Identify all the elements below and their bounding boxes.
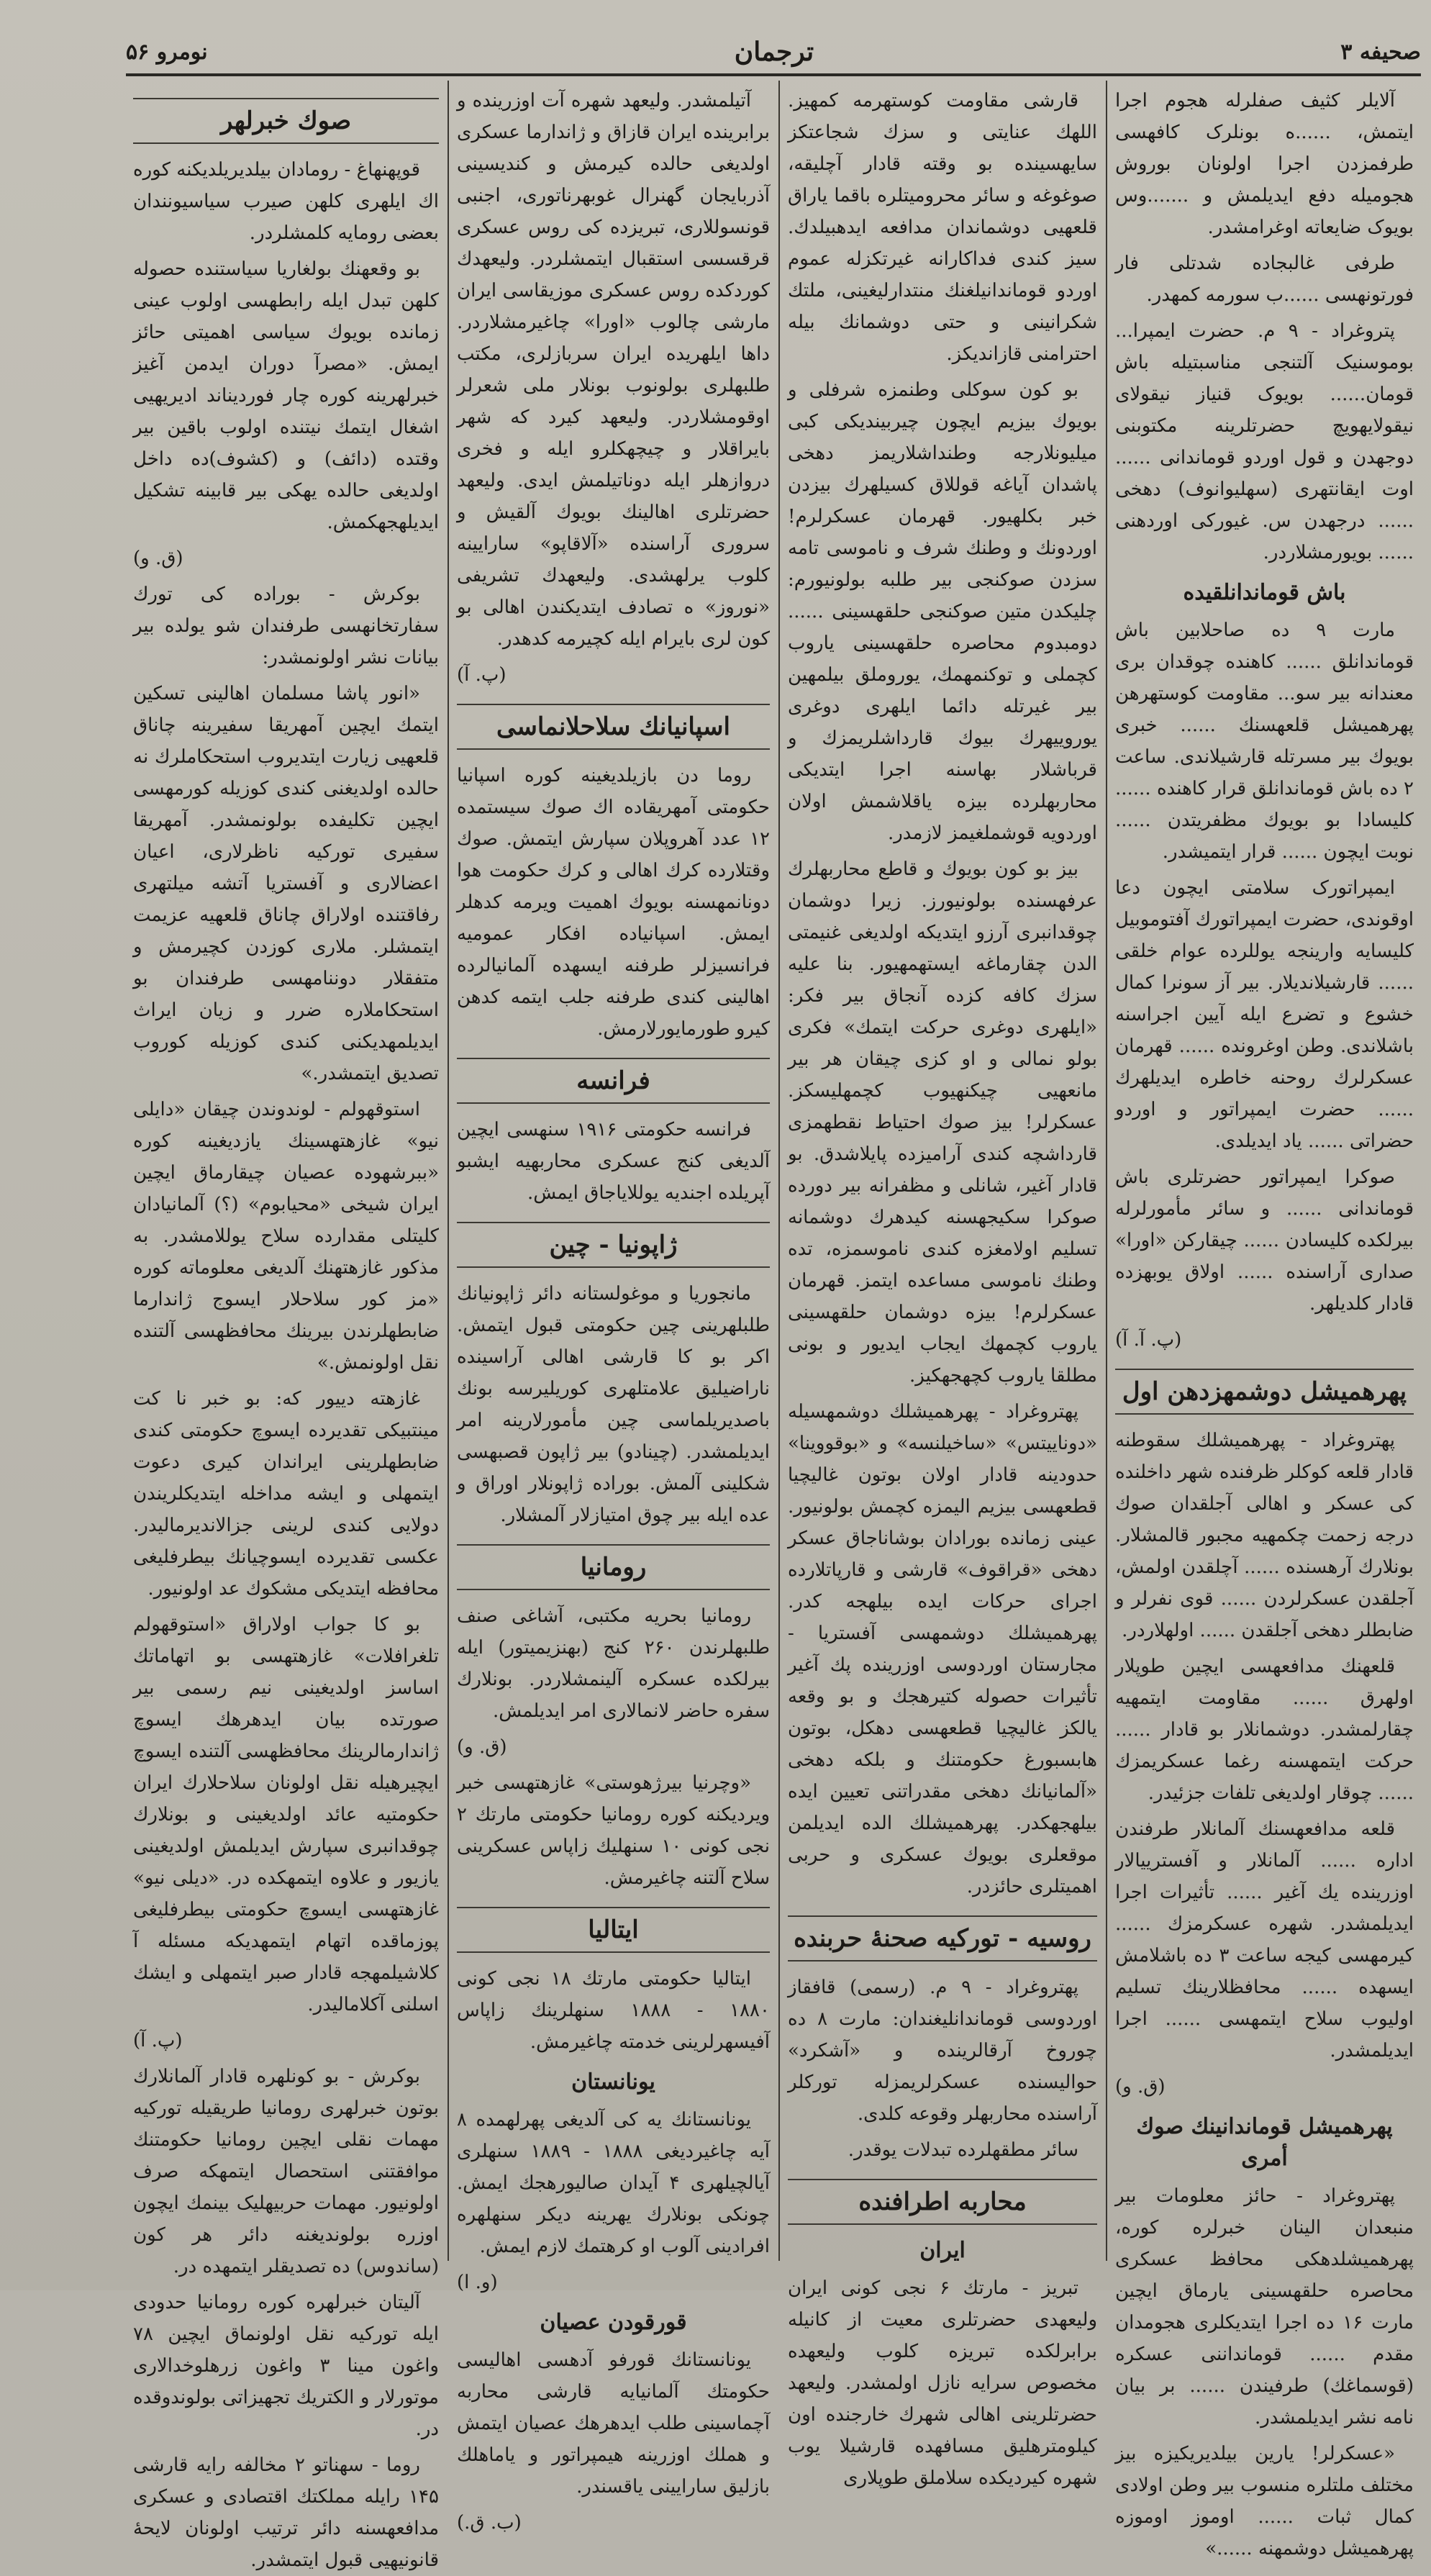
source-signature: (ق. و) [133,548,183,569]
subheading: یونانستان [571,2069,655,2095]
subheading: قورقودن عصیان [540,2310,687,2335]
article-paragraph: پهتروغراد - پهرهمیشلك سقوطنه قادار قلعه کوکلر ظرفنده شهر داخلنده کی عسکر و اهالی آجلقدان صوك درجه زحمت چکمهیه مجبور قالمشلار. بونلارك آرهسنده ...... آچلقدن اولمش، آجلقدن عسکرلردن ...... قوی نفرلر و ضابطلر دهخی آجلقدن ...... اولهلاردر. [1115,1430,1414,1641]
article-paragraph: بوکرش - بوراده کی تورك سفارتخانهسی طرفندان شو یولده بیر بیانات نشر اولونمشدر: [133,584,439,668]
section-heading: پهرهمیشل دوشمهزدهن اول [1115,1369,1414,1415]
article-paragraph: «انور پاشا مسلمان اهالینی تسکین ایتمك ایچین آمهریقا سفیرینه چاناق قلعهیی زیارت ایتدیروب استحکاملرك نه حالده اولدیغنی کندی کوزیله کورمهسی ایچین تکلیفده بولونمشدر. آمهریقا سفیری تورکیه ناظرلاری، اعیان اعضالاری و آفستریا آتشه میلتهری رفاقتنده اولاراق چاناق قلعهیه عزیمت ایتمشلر. ملاری کوزدن کچیرمش و متفقلار دوننامهسی طرفندان بو استحکاملاره ضرر و زیان ایراث ایدیلمهدیکنی کندی کوزیله کوروب تصدیق ایتمشدر.» [133,683,439,1084]
article-paragraph: روما دن بازیلدیغینه کوره اسپانیا حکومتی آمهریقاده اك صوك سیستمده ۱۲ عدد آهروپلان سپارش ایتمش. صوك وقتلارده کرك اهالی و کرك حکومت هوا دونانمهسنه بویوك اهمیت ویرمه کدهلر ایمش. اسپانیاده افکار عمومیه فرانسیزلر طرفنه ایسهده آلمانیالرده اهالینی کندی طرفنه جلب ایتمه کدهن کیرو طورمایورلارمش. [457,765,770,1040]
column-1 [1108,81,1421,2559]
article-paragraph: قلعهنك مدافعهسی ایچین طوپلار اولهرق ...... مقاومت ایتمهیه چقارلمشدر. دوشمانلار بو قادار ...... حرکت ایتمهسنه رغما عسکریمزك ...... چوقار اولدیغی تلفات جزئیدر. [1115,1656,1414,1804]
issue-number: نومرو ۵۶ [126,39,208,65]
article-paragraph: آتیلمشدر. ولیعهد شهره آت اوزرینده و برابرینده ایران قازاق و ژاندارما عسکری اولدیغی حالده کیرمش و کندیسینی آذربایجان گهنرال غوبهرناتوری، اجنبی قونسوللاری، تبریزده کی روس عسکری قرقسسی استقبال ایتمشلردر. ولیعهدك کوردکده روس عسکری موزیقاسی ایران مارشی چالوب «اورا» چاغیرمشلاردر. داها ایلهریده ایران سربازلری، مکتب طلبهلری بولونوب بونلار ملی شعرلر اوقومشلاردر. ولیعهد کیرد که شهر بایراقلار و چیچهکلرو ایله و فخری دروازهلر ایله دوناتیلمش ایدی. ولیعهد حضرتلری اهالینك بویوك آلقیش و سروری آراسنده «آلاقاپو» سارایینه کلوب یرلهشدی. ولیعهدك تشریفی «نوروز» ه تصادف ایتدیکندن اهالی بو کون لری بایرام ایله کچیرمه کدهدر. [457,90,770,650]
column-4 [126,81,446,2571]
column-3 [450,81,777,2534]
article-paragraph: «وچرنیا بیرژهوستی» غازهتهسی خبر ویردیکنه کوره رومانیا حکومتی مارتك ۲ نجی کونی ۱۰ سنهلیك زاپاس عسکرینی سلاح آلتنه چاغیرمش. [457,1772,771,1889]
article-paragraph: قارشی مقاومت کوستهرمه کمهیز. اللهك عنایتی و سزك شجاعتکز سایهسینده بو وقته قادار آچلیقه، صوغوغه و سائر محرومیتلره باقما یاراق قلعهیی دوشماندان مدافعه ایدهبیلدك. سیز کندی فداکارانه غیرتکزله عموم اوردو قوماندانیلغنك منتدارلیغینی، ملتك شکرانینی و حتی دوشمانك بیله احترامنی قازاندیکز. [788,90,1097,365]
article-paragraph: قوپهنهاغ - رومادان بیلدیریلدیکنه کوره اك ایلهری کلهن صیرب سیاسیونندان بعضی رومایه کلمشلردر. [133,159,439,244]
article-paragraph: غازهته دییور که: بو خبر نا کت مینتبیکی تقدیرده ایسوچ حکومتی کندی ضابطهلرینی ایراندان کیری دعوت ایتمهلی و ایشه مداخله ایتدیکلریندن دولایی کندی لرینی جزالاندیرمالیدر. عکسی تقدیرده ایسوچیانك بیطرفلیغی محافظه ایتدیکی مشکوك عد اولونیور. [133,1388,439,1600]
article-paragraph: یونانستانك یه کی آلدیغی پهرلهمده ۸ آیه چاغیردیغی ۱۸۸۸ - ۱۸۸۹ سنهلری آیالچیلهری ۴ آیدان صالیورهجك ایمش. چونکی بونلارك یهرینه دیکر سنهلهره افرادینی آلوب او کرهتمك لازم ایمش. [457,2109,770,2257]
article-paragraph: رومانیا بحریه مکتبی، آشاغی صنف طلبهلرندن ۲۶۰ کنج (بهنزیمیتور) ایله بیرلکده عسکره آلینمشلاردر. بونلارك سفره حاضر لانمالاری امر ایدیلمش. [457,1605,770,1722]
masthead [126,30,1421,73]
article-paragraph: «عسکرلر! یارین بیلدیریکیزه بیز مختلف ملتلره منسوب بیر وطن اولادی کمال ثبات ...... اوموز اوموزه پهرهمیشل دوشمهنه ......» [1115,2443,1414,2559]
column-2 [781,81,1104,2489]
subheading: پهرهمیشل قوماندانینك صوك أمری [1136,2114,1393,2171]
article-paragraph: مارت ۹ ده صاحلابین باش قوماندانلق ...... کاهنده چوقدان بری معندانه بیر سو... مقاومت کوستهرهن پهرهمیشل قلعهسنك ...... خبری بویوك بیر مسرتله قارشیلاندی. ساعت ۲ ده باش قوماندانلق قرار کاهنده ...... کلیسادا بو بویوك مظفریتدن ...... نوبت ایچون ...... قرار ایتمیشدر. [1115,620,1414,863]
source-signature: (پ. آ) [133,2030,183,2051]
article-paragraph: یونانستانك قورفو آدهسی اهالیسی حکومتك آلمانیایه قارشی محاربه آچماسینی طلب ایدهرهك عصیان ایتمش و هملك اوزرینه هیمپراتور و یاماهلك بازلیق سارایینی یاقسندر. [457,2349,770,2498]
article-paragraph: سائر مطقهلرده تبدلات یوقدر. [848,2139,1078,2161]
article-paragraph: بیز بو کون بویوك و قاطع محاربهلرك عرفهسنده بولونیورز. زیرا دوشمان چوقدانبری آرزو ایتدیکه اولدیغی غنیمتی الدن چقارماغه ایستهمهیور. بنا علیه سزك کافه کزده آنجاق بیر فکر: «ایلهری دوغری حرکت ایتمك» فکری بولو نمالی و او کزی چیقان هر بیر مانعهیی چیکنهیوب کچمهلیسکز. عسکرلر! بیز صوك احتیاط نقطهمزی قارداشچه کندی آرامیزده پایلاشدق. بو قادار آغیر، شانلی و مظفرانه بیر دورده صوکرا سکیجهسنه کیدهرك دوشمانه تسلیم اولامغزه کندی ناموسمزه، تده وطنك ناموسی مساعده ایتمز. قهرمان عسکرلرم! بیزه دوشمان حلقهسینی یاروب کچمهك ایجاب ایدیور و بونی مطلقا یاروب کچهجهکیز. [788,858,1097,1387]
article-paragraph: آلایلر کثیف صفلرله هجوم اجرا ایتمش، ......ه بونلرک کافهسی طرفمزدن اجرا اولونان بوروش هجومیله دفع ایدیلمش و .......وس بویوک ضایعاته اوغرامشدر. [1115,90,1414,238]
source-signature: (پ. آ) [457,664,506,686]
newspaper-title: ترجمان [734,37,814,67]
article-paragraph: بو کون سوکلی وطنمزه شرفلی و بویوك بیزیم ایچون چیربیندیکی کبی میلیونلارجه وطنداشلاریمز دهخی پاشدان آیاغه قوللاق کسیلهرك بیزدن خبر بکلهیور. قهرمان عسکرلرم! اوردونك و وطنك شرف و ناموسی تامه سزدن صوکنجی بیر طلبه بولونیورم: چلیکدن متین صوکنجی حلقهسینی ...... دومبدوم محاصره حلقهسینی یاروب کچملی و توکنمهمك، یوروملق بیلمهین بیر غیرتله دائما ایلهری دوغری یوروییهرك بیوك قارداشلریمزك و قرباشلار بهاسنه اجرا ایتدیکی محاربهلرده بیزه یاقلاشمش اولان اوردویه قوشملغیمز لازمدر. [788,379,1097,844]
article-paragraph: روما - سهناتو ۲ مخالفه رایه قارشی ۱۴۵ رایله مملکتك اقتصادی و عسکری مدافعهسنه دائر ترتیب اولونان لایحهٔ قانونیهیی قبول ایتمشدر. [133,2454,439,2571]
section-heading: فرانسه [457,1058,770,1104]
article-paragraph: قلعه مدافعهسنك آلمانلار طرفندن اداره ...... آلمانلار و آفسترییالار اوزرینده یك آغیر ...... تأثیرات اجرا ایدیلمشدر. شهره عسکرمزك ...... کیرمهسی کیجه ساعت ۳ ده باشلامش ایسهده ...... محافظلارینك تسلیم اولیوب سلاح ایتمهسی ...... اجرا ایدیلمشدر. [1115,1818,1414,2062]
subheading: ایران [919,2238,966,2263]
source-signature: (پ. آ. آ) [1115,1329,1182,1351]
section-heading: اسپانیانك سلاحلانماسی [457,704,770,750]
article-paragraph: فرانسه حکومتی ۱۹۱۶ سنهسی ایچین آلدیغی کنج عسکری محاربهیه ایشبو آپریلده اجندیه یوللایاجاق ایمش. [457,1119,770,1204]
column-divider [1106,81,1107,2261]
column-divider [448,81,449,2261]
section-heading: رومانیا [457,1544,770,1590]
article-paragraph: ایمپراتورک سلامتی ایچون دعا اوقوندی، حضرت ایمپراتورك آفتوموبیل کلیسایه وارینجه یوللرده عوام خلقی ...... قارشیلاندیلار. بیر آز سونرا کمال خشوع و تضرع ایله آیین اجراسنه باشلاندی. وطن اوغرونده ...... قهرمان عسکرلرك روحنه خاطره ایدیلهرك ...... حضرت ایمپراتور و اوردو حضراتی ...... یاد ایدیلدی. [1115,877,1414,1152]
article-paragraph: صوکرا ایمپراتور حضرتلری باش قوماندانی ...... و سائر مأمورلرله بیرلکده کلیسادن ...... چیقارکن «اورا» صداری آراسنده ...... اولاق یوبهزده قادار کلدیلهر. [1115,1166,1414,1315]
section-heading: محاربه اطرافنده [788,2179,1097,2225]
section-heading: روسیه - تورکیه صحنهٔ حربنده [788,1915,1097,1962]
article-paragraph: بوکرش - بو کونلهره قادار آلمانلارك بوتون خبرلهری رومانیا طریقیله تورکیه مهمات نقلی ایچین رومانیا حکومتنك موافقتنی استحصال ایتمهکه صرف اولونیور. مهمات حربیهلیک بینمك ایچون اوزره بولوندیغنه دائر هر کون (ساندوس) ده تصدیقلر ایتمهده در. [133,2066,439,2277]
article-paragraph: آلیتان خبرلهره کوره رومانیا حدودی ایله تورکیه نقل اولونماق ایچین ۷۸ واغون مینا ۳ واغون زرهلوخدالاری موتورلار و الکتریك تجهیزاتی بولوندوقده در. [133,2292,439,2440]
article-paragraph: طرفی غالبجاده شدتلی فار فورتونهسی ......ب سورمه کمهدر. [1115,253,1414,306]
source-signature: (ق. و) [457,1736,507,1758]
article-paragraph: بو کا جواب اولاراق «استوقهولم تلغرافلات» غازهتهسی بو اتهاماتك اساسز اولدیغینی نیم رسمی بیر صورتده بیان ایدهرهك ایسوچ ژاندارمالرینك محافظهسی آلتنده ایسوچ ایچیرهیله نقل اولونان سلاحلارك ایران حکومتیه عائد اولدیغینی و بونلارك چوقدانبری سپارش ایدیلمش اولدیغینی یازیور و علاوه ایتمهکده در. «دیلی نیو» غازهتهسی ایسوچ حکومتی بیطرفلیغی پوزماقده اتهام ایتمهدیکه مسئله آ کلاشیلمهجه قادار صبر ایتمهلی و ایشك اسلنی آکلامالیدر. [133,1614,439,2015]
article-paragraph: پهتروغراد - ۹ م. (رسمی) قافقاز اوردوسی قوماندانلیغندان: مارت ۸ ده چوروخ آرقالرینده و «آشکرد» حوالیسنده عسکرلریمزله تورکلر آراسنده محاربهلر وقوعه کلدی. [788,1977,1098,2125]
article-paragraph: پهتروغراد - پهرهمیشلك دوشمهسیله «دوناییتس» «ساخیلنسه» و «بوقووینا» حدودینه قادار اولان بوتون غالیچیا قطعهسی بیزیم الیمزه کچمش بولونیور. عینی زمانده بورادان بوشاناجاق عسکر دهخی «قراقوف» قارشی و قارپاتلارده اجرای حرکات ایده بیلهجه کدر. پهرهمیشلك دوشمهسی آفستریا - مجارستان اوردوسی اوزرینده پك آغیر تأثیرات حصوله کتیرهجك و بو وقعه یالکز غالیچیا قطعهسی دهکل، بوتون هابسبورغ حکومتنك و بلکه دهخی «آلمانیانك دهخی مقدراتنی تعیین ایده بیلهجهکدر. پهرهمیشلك الده ایدیلمن موقعلری بویوك عسکری و حربی اهمیتلری حائزدر. [788,1401,1097,1897]
section-heading: ژاپونیا - چین [457,1222,770,1268]
article-paragraph: پتروغراد - ۹ م. حضرت ایمپرا... بوموسنیک آلتنجی مناسبتیله باش قومان...... بویوک قنیاز نیقولای نیقولایهویچ حضرتلرینه مکتوبنی دوجهدن و قول اوردو قوماندانی ...... اوت ایقانتهری (سهلیوانوف) دهخی ...... درجهدن س. غیورکی اوردهنی ...... بویورمشلاردر. [1115,320,1414,563]
subheading: باش قوماندانلقیده [1183,580,1346,605]
section-heading: صوك خبرلهر [133,98,439,144]
article-paragraph: بو وقعهنك بولغاریا سیاستنده حصوله کلهن تبدل ایله رابطهسی اولوب عینی زمانده بویوك سیاسی اهمیتی حائز ایمش. «مصرآ دوران ایدمن آغیز خبرلهرینه کوره چار فوردیناند ادیریهیی اشغال ایتمك نیتنده اولوب باقین بیر وقتده (دائف) و (کشوف)ده داخل اولدیغی حالده یهکی بیر قابینه تشکیل ایدیلهجهکمش. [133,258,439,533]
article-paragraph: استوقهولم - لوندوندن چیقان «دایلی نیو» غازهتهسینك یازدیغینه کوره «ببرشهوده عصیان چیقارماق ایچین ایران شیخی «محیابوم» (؟) آلمانیادان کلیتلی مقدارده سلاح یوللامشدر. به مذکور غازهتهنك آلدیغی معلوماته کوره «مز کور سلاحلار ایسوج ژاندارما ضابطهلرندن بیرینك محافظهسی آلتنده نقل اولونمش.» [133,1099,439,1374]
article-paragraph: پهتروغراد - حائز معلومات بیر منبعدان الینان خبرلره کوره، پهرهمیشلدهکی محافظ عسکری محاصره حلقهسینی یارماق ایچین مارت ۱۶ ده اجرا ایتدیکلری هجومدان مقدم ...... قومانداننی عسکره (قوسماغك) طرفیندن ...... بر بیان نامه نشر ایدیلمشدر. [1115,2185,1414,2428]
article-paragraph: ایتالیا حکومتی مارتك ۱۸ نجی کونی ۱۸۸۰ - ۱۸۸۸ سنهلرینك زاپاس آفیسهرلرینی خدمته چاغیرمش. [457,1968,770,2053]
source-signature: (و. ا) [457,2272,498,2293]
source-signature: (ب. ق.) [457,2512,522,2534]
column-divider [778,81,780,2261]
source-signature: (ق. و) [1115,2076,1166,2097]
section-heading: ایتالیا [457,1907,770,1953]
article-paragraph: تبریز - مارتك ۶ نجی کونی ایران ولیعهدی حضرتلری معیت از کانیله برابرلکده تبریزه کلوب ولیعهده مخصوص سرایه نازل اولمشدر. ولیعهد حضرتلرینی اهالی شهرك خارجنده اون کیلومترهلیق مسافهده قارشیلا یوب شهره کیردیکده سلاملق طوپلاری [788,2277,1097,2489]
masthead-rule [126,73,1421,76]
article-paragraph: مانجوریا و موغولستانه دائر ژاپونیانك طلبلهرینی چین حکومتی قبول ایتمش. اکر بو کا قارشی اهالی آراسینده ناراضیلیق علامتلهری کوریلیرسه بونك باصدیریلماسی چین مأمورلارینه امر ایدیلمشدر. (چینادو) بیر ژاپون قصبهسی شکلینی آلمش. بوراده ژاپونلار اوراق و عده ایله بیر چوق امتیازلار آلمشلار. [457,1283,770,1526]
page-number: صحیفه ۳ [1340,39,1421,65]
